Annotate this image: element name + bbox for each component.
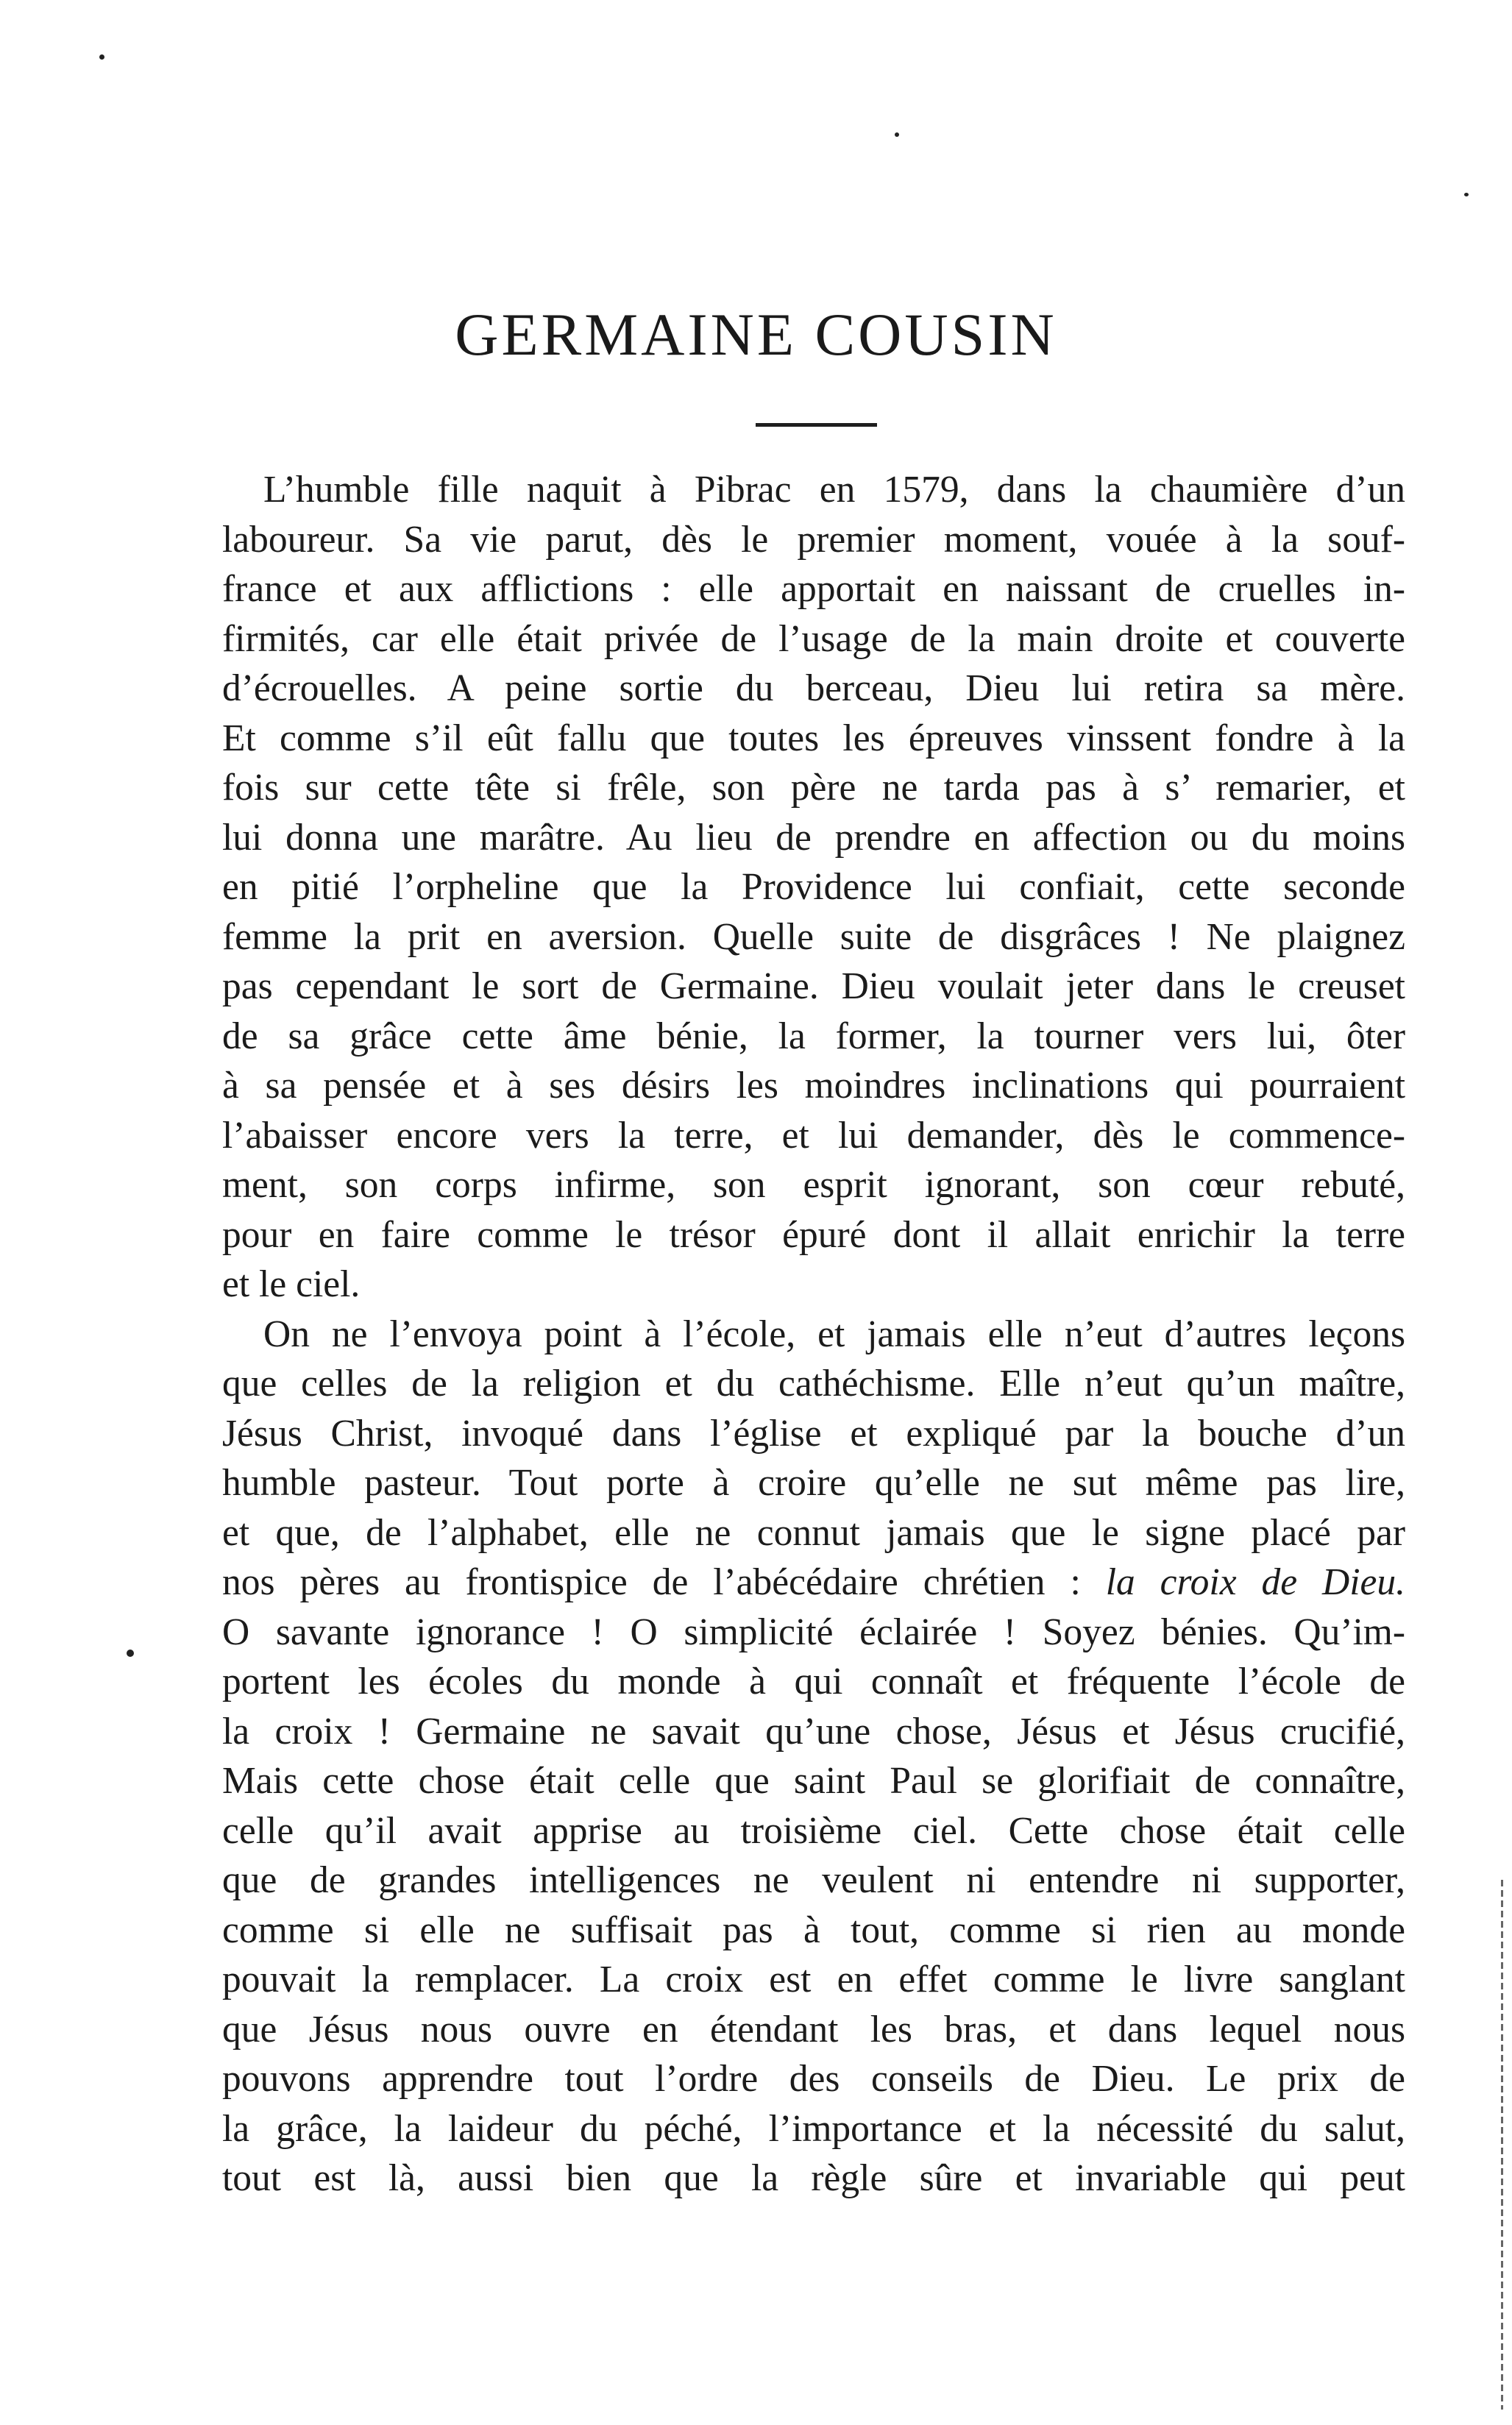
text-line: pouvait la remplacer. La croix est en effet comme le livre sanglant [222,1959,1405,2000]
text-line: humble pasteur. Tout porte à croire qu’elle ne sut même pas lire, [222,1462,1405,1504]
scan-speck [99,54,104,60]
text-line: l’abaisser encore vers la terre, et lui demander, dès le commence- [222,1114,1405,1157]
text-line: en pitié l’orpheline que la Providence lui confiait, cette seconde [222,866,1405,908]
text-line: fois sur cette tête si frêle, son père ne tarda pas à s’ remarier, et [222,767,1405,809]
text-line: lui donna une marâtre. Au lieu de prendre en affection ou du moins [222,816,1405,859]
text-line: que celles de la religion et du cathéchisme. Elle n’eut qu’un maître, [222,1363,1405,1405]
text-line: pour en faire comme le trésor épuré dont il allait enrichir la terre [222,1213,1405,1256]
text-line: Mais cette chose était celle que saint Paul se glorifiait de connaître, [222,1760,1405,1802]
scan-speck [1464,193,1469,196]
text-line: comme si elle ne suffisait pas à tout, comme si rien au monde [222,1909,1405,1951]
text-line: portent les écoles du monde à qui connaît et fréquente l’école de [222,1661,1405,1703]
text-line: de sa grâce cette âme bénie, la former, la tourner vers lui, ôter [222,1015,1405,1057]
scan-speck [895,132,899,137]
text-line: et le ciel. [222,1263,361,1305]
title-rule [756,423,877,427]
text-line: L’humble fille naquit à Pibrac en 1579, dans la chaumière d’un [263,469,1405,511]
text-line: france et aux afflictions : elle apportait en naissant de cruelles in- [222,568,1405,610]
text-line: Et comme s’il eût fallu que toutes les épreuves vinssent fondre à la [222,717,1405,759]
text-line: O savante ignorance ! O simplicité éclairée ! Soyez bénies. Qu’im- [222,1611,1405,1653]
text-line: Jésus Christ, invoqué dans l’église et expliqué par la bouche d’un [222,1412,1405,1455]
text-line: ment, son corps infirme, son esprit ignorant, son cœur rebuté, [222,1164,1405,1206]
text-line: à sa pensée et à ses désirs les moindres inclinations qui pourraient [222,1065,1405,1107]
body-text [222,465,1405,2204]
text-line: que de grandes intelligences ne veulent ni entendre ni supporter, [222,1859,1405,1901]
text-line-segment: nos pères au frontispice de l’abécédaire chrétien : [222,1561,1081,1603]
text-line: tout est là, aussi bien que la règle sûre et invariable qui peut [222,2157,1405,2199]
chapter-title: GERMAINE COUSIN [455,301,1057,368]
text-line: pouvons apprendre tout l’ordre des conseils de Dieu. Le prix de [222,2058,1405,2100]
italic-phrase: la croix de Dieu. [1105,1561,1405,1603]
text-line: firmités, car elle était privée de l’usage de la main droite et couverte [222,617,1405,660]
text-line: la croix ! Germaine ne savait qu’une chose, Jésus et Jésus crucifié, [222,1710,1405,1753]
text-line: celle qu’il avait apprise au troisième ciel. Cette chose était celle [222,1809,1405,1852]
scan-speck [127,1650,134,1657]
text-line: pas cependant le sort de Germaine. Dieu voulait jeter dans le creuset [222,965,1405,1007]
text-line: d’écrouelles. A peine sortie du berceau, Dieu lui retira sa mère. [222,667,1405,709]
text-line: la grâce, la laideur du péché, l’importance et la nécessité du salut, [222,2107,1405,2150]
text-line: que Jésus nous ouvre en étendant les bras, et dans lequel nous [222,2008,1405,2051]
text-line-with-italic [222,1558,1405,1608]
text-line: et que, de l’alphabet, elle ne connut jamais que le signe placé par [222,1511,1405,1554]
text-line: laboureur. Sa vie parut, dès le premier moment, vouée à la souf- [222,518,1405,561]
text-line: On ne l’envoya point à l’école, et jamais elle n’eut d’autres leçons [263,1313,1405,1355]
scan-edge-mark [1501,1880,1503,2410]
text-line: femme la prit en aversion. Quelle suite de disgrâces ! Ne plaignez [222,915,1405,958]
